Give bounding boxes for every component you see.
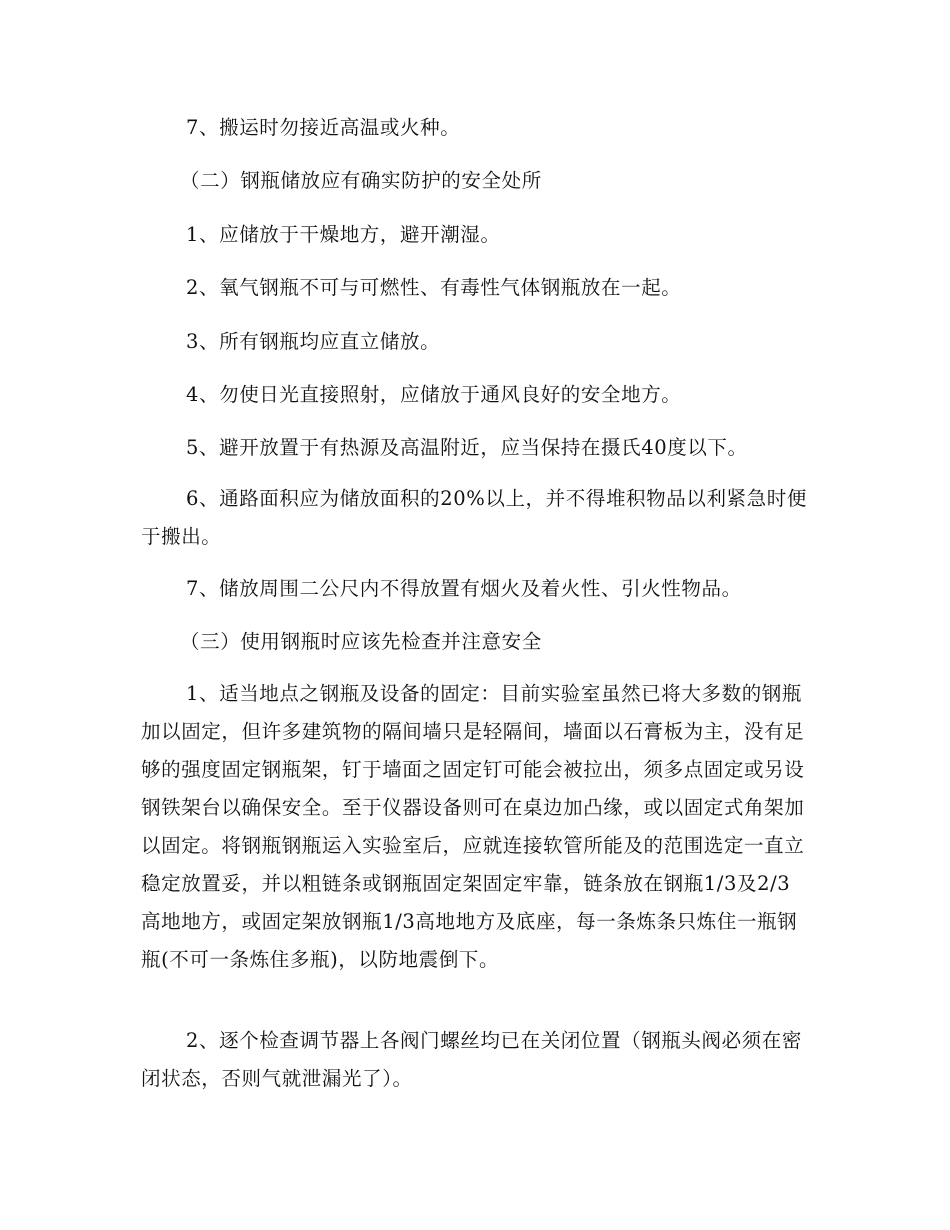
paragraph-item-7-transport: 7、搬运时勿接近高温或火种。 (186, 116, 461, 139)
paragraph-item-4-sunlight: 4、勿使日光直接照射，应储放于通风良好的安全地方。 (186, 383, 682, 406)
paragraph-item-7-fire: 7、储放周围二公尺内不得放置有烟火及着火性、引火性物品。 (186, 577, 742, 600)
paragraph-item-1-dry: 1、应储放于干燥地方，避开潮湿。 (186, 223, 501, 246)
paragraph-item-6-passage: 6、通路面积应为储放面积的20%以上，并不得堆积物品以利紧急时便于搬出。 (141, 487, 807, 548)
paragraph-item-5-heat: 5、避开放置于有热源及高温附近，应当保持在摄氏40度以下。 (186, 436, 748, 459)
paragraph-item-2-regulator: 2、逐个检查调节器上各阀门螺丝均已在关闭位置（钢瓶头阀必须在密闭状态，否则气就泄漏光了）。 (141, 1029, 803, 1090)
section-heading-usage: （三）使用钢瓶时应该先检查并注意安全 (180, 630, 542, 653)
section-heading-storage: （二）钢瓶储放应有确实防护的安全处所 (180, 169, 542, 192)
paragraph-item-1-fixing: 1、适当地点之钢瓶及设备的固定：目前实验室虽然已将大多数的钢瓶加以固定，但许多建筑物的隔间墙只是轻隔间，墙面以石膏板为主，没有足够的强度固定钢瓶架，钉于墙面之固定钉可能会被拉出，须多点固定或另设钢铁架台以确保安全。至于仪器设备则可在桌边加凸缘，或以固定式角架加以固定。将钢瓶钢瓶运入实验室后，应就连接软管所能及的范围选定一直立稳定放置妥，并以粗链条或钢瓶固定架固定牢靠，链条放在钢瓶1/3及2/3高地地方，或固定架放钢瓶1/3高地地方及底座，每一条炼条只炼住一瓶钢瓶(不可一条炼住多瓶)，以防地震倒下。 (141, 682, 805, 971)
paragraph-item-2-oxygen: 2、氧气钢瓶不可与可燃性、有毒性气体钢瓶放在一起。 (186, 276, 682, 299)
paragraph-item-3-upright: 3、所有钢瓶均应直立储放。 (186, 330, 441, 353)
